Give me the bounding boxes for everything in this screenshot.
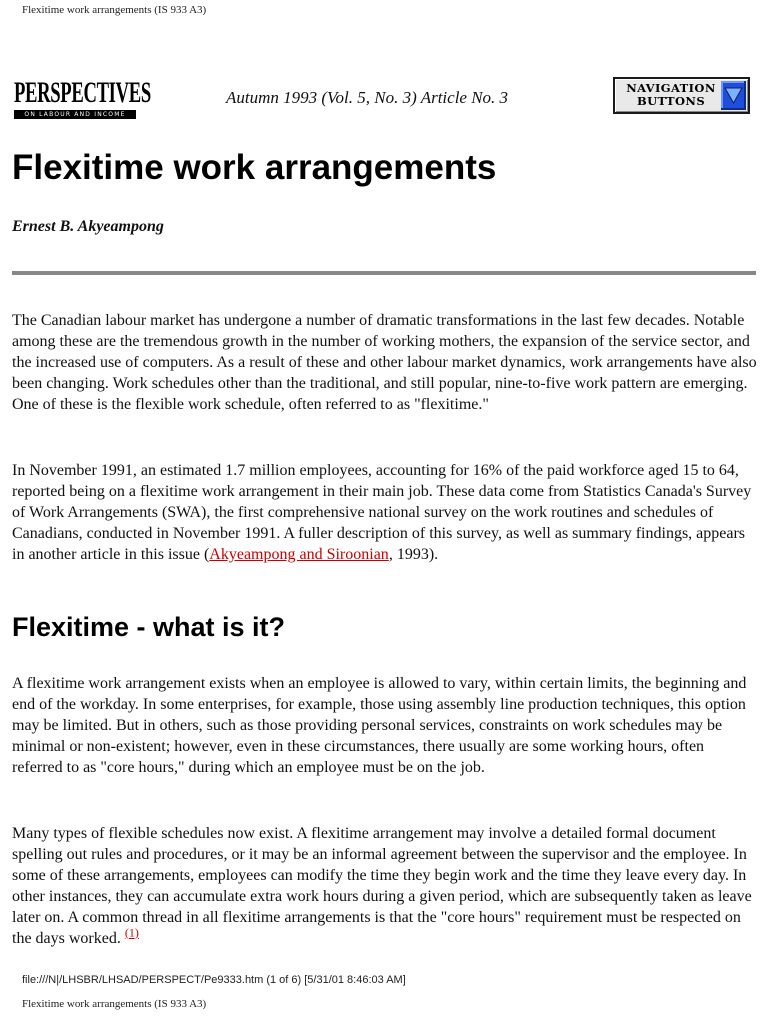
- perspectives-logo[interactable]: [14, 76, 151, 122]
- print-header-title: Flexitime work arrangements (IS 933 A3): [22, 4, 207, 16]
- paragraph-survey-text: In November 1991, an estimated 1.7 million employees, accounting for 16% of the paid workforce aged 15 to 64, reported being on a flexitime work arrangement in their main job. These data come from Statistics Canada's Survey of Work Arrangements (SWA), the first comprehensive national survey on the work routines and schedules of Canadians, conducted in November 1991. A fuller description of this survey, as well as summary findings, appears in another article in this issue (: [12, 462, 752, 563]
- navigation-buttons-label: [621, 82, 721, 108]
- down-arrow-icon: [721, 81, 746, 110]
- nav-label-line2: BUTTONS: [636, 94, 706, 108]
- paragraph-intro: The Canadian labour market has undergone a number of dramatic transformations in the last few decades. Notable among these are the tremendous growth in the number of working mothers, the expansion of the service sector, and the increased use of computers. As a result of these and other labour market dynamics, work arrangements have also been changing. Work schedules other than the traditional, and still popular, nine-to-five work pattern are emerging. One of these is the flexible work schedule, often referred to as "flexitime.": [12, 312, 757, 413]
- footnote-link-1[interactable]: (1): [124, 925, 139, 940]
- logo-tagline: ON LABOUR AND INCOME: [14, 110, 136, 119]
- nav-label-line1: NAVIGATION: [626, 81, 716, 95]
- paragraph-types: [12, 823, 757, 949]
- section-heading: Flexitime - what is it?: [12, 612, 286, 642]
- author-byline: Ernest B. Akyeampong: [12, 218, 164, 235]
- paragraph-survey-after: , 1993).: [388, 546, 439, 563]
- issue-info: Autumn 1993 (Vol. 5, No. 3) Article No. 3: [226, 88, 509, 107]
- horizontal-rule: [12, 271, 756, 275]
- logo-wordmark: PERSPECTIVES: [14, 76, 151, 109]
- paragraph-types-text: Many types of flexible schedules now exist. A flexitime arrangement may involve a detailed formal document spelling out rules and procedures, or it may be an informal agreement between the supervisor and the employee. In some of these arrangements, employees can modify the time they begin work and the time they leave every day. In other instances, they can accumulate extra work hours during a given period, which are subsequently taken as leave later on. A common thread in all flexitime arrangements is that the "core hours" requirement must be respected on the days worked.: [12, 825, 752, 947]
- navigation-buttons[interactable]: [613, 77, 750, 114]
- paragraph-definition: A flexitime work arrangement exists when an employee is allowed to vary, within certain limits, the beginning and end of the workday. In some enterprises, for example, those using assembly line production techniques, this option may be limited. But in others, such as those providing personal services, constraints on work schedules may be minimal or non-existent; however, even in these circumstances, there usually are some working hours, often referred to as "core hours," during which an employee must be on the job.: [12, 675, 747, 776]
- paragraph-survey: [12, 460, 757, 565]
- print-footer-title: Flexitime work arrangements (IS 933 A3): [22, 998, 207, 1010]
- print-footer-path: file:///N|/LHSBR/LHSAD/PERSPECT/Pe9333.htm (1 of 6) [5/31/01 8:46:03 AM]: [22, 974, 406, 986]
- page-title: Flexitime work arrangements: [12, 148, 497, 187]
- link-akyeampong-siroonian[interactable]: Akyeampong and Siroonian: [209, 546, 389, 563]
